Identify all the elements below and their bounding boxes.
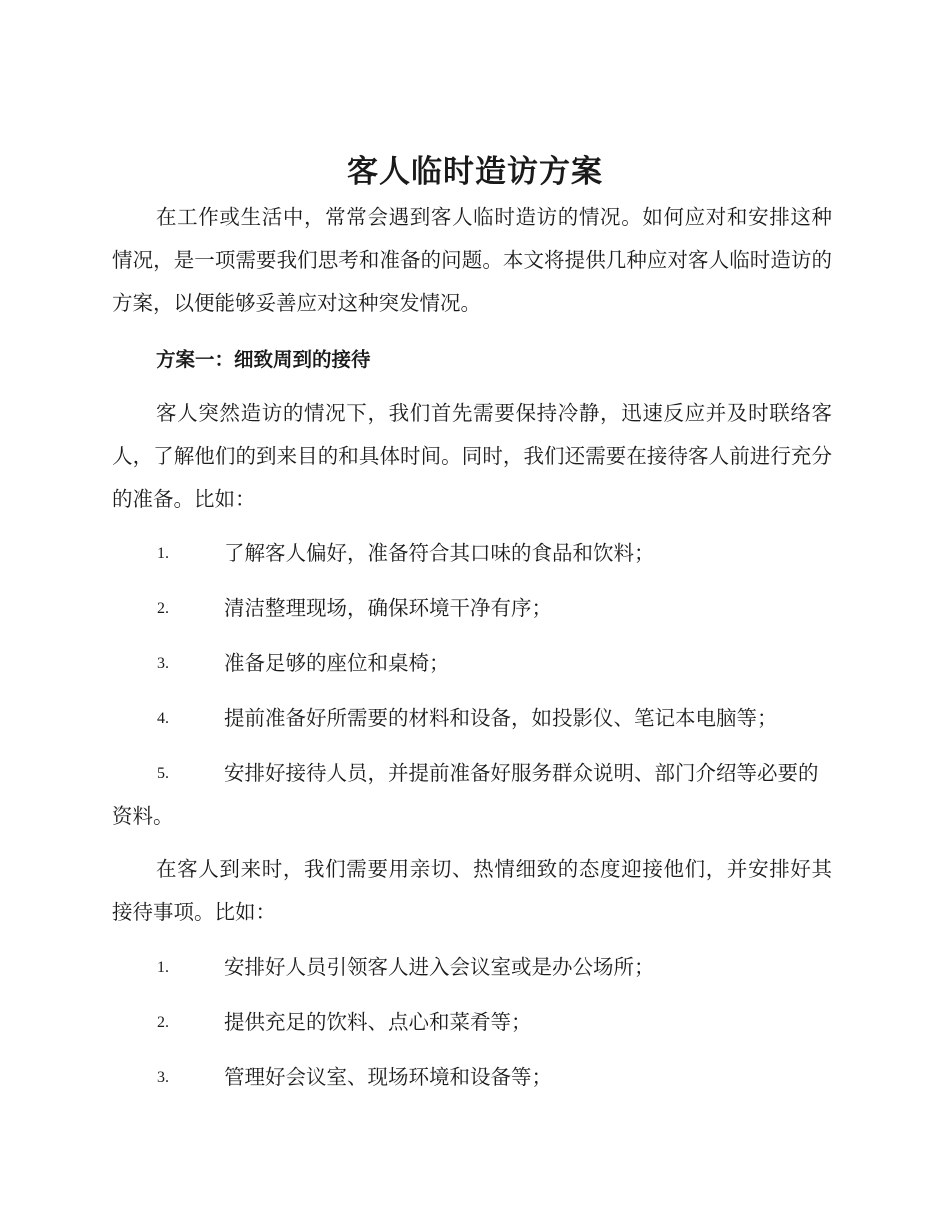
- list-number: 5.: [157, 765, 169, 782]
- list-item: [112, 642, 832, 685]
- list-number: 1.: [157, 545, 169, 562]
- section-heading: 方案一：细致周到的接待: [156, 348, 371, 371]
- list-number: 3.: [157, 1069, 169, 1086]
- list-item: [112, 1056, 832, 1099]
- list-text: 准备足够的座位和桌椅；: [224, 651, 450, 675]
- list-item: [112, 1001, 832, 1044]
- list-number: 1.: [157, 959, 169, 976]
- list-number: 2.: [157, 600, 169, 617]
- list-text: 安排好人员引领客人进入会议室或是办公场所；: [224, 955, 655, 979]
- list-text: 管理好会议室、现场环境和设备等；: [224, 1065, 552, 1089]
- list-text: 提供充足的饮料、点心和菜肴等；: [224, 1010, 532, 1034]
- list-number: 4.: [157, 710, 169, 727]
- list-text: 提前准备好所需要的材料和设备，如投影仪、笔记本电脑等；: [224, 706, 778, 730]
- list-item: [112, 946, 832, 989]
- list-item: [112, 532, 832, 575]
- intro-paragraph: 在工作或生活中，常常会遇到客人临时造访的情况。如何应对和安排这种情况，是一项需要我们思考和准备的问题。本文将提供几种应对客人临时造访的方案，以便能够妥善应对这种突发情况。: [112, 205, 832, 315]
- list-item: [112, 587, 832, 630]
- section-paragraph-1: 客人突然造访的情况下，我们首先需要保持冷静，迅速反应并及时联络客人，了解他们的到来目的和具体时间。同时，我们还需要在接待客人前进行充分的准备。比如：: [112, 401, 832, 511]
- list-number: 2.: [157, 1014, 169, 1031]
- list-item: [112, 697, 832, 740]
- document-title: 客人临时造访方案: [347, 154, 603, 190]
- list-number: 3.: [157, 655, 169, 672]
- section-paragraph-2: 在客人到来时，我们需要用亲切、热情细致的态度迎接他们，并安排好其接待事项。比如：: [112, 857, 832, 924]
- list-text: 了解客人偏好，准备符合其口味的食品和饮料；: [224, 541, 655, 565]
- list-text: 安排好接待人员，并提前准备好服务群众说明、部门介绍等必要的资料。: [112, 761, 819, 828]
- list-text: 清洁整理现场，确保环境干净有序；: [224, 596, 552, 620]
- list-item: [112, 752, 832, 838]
